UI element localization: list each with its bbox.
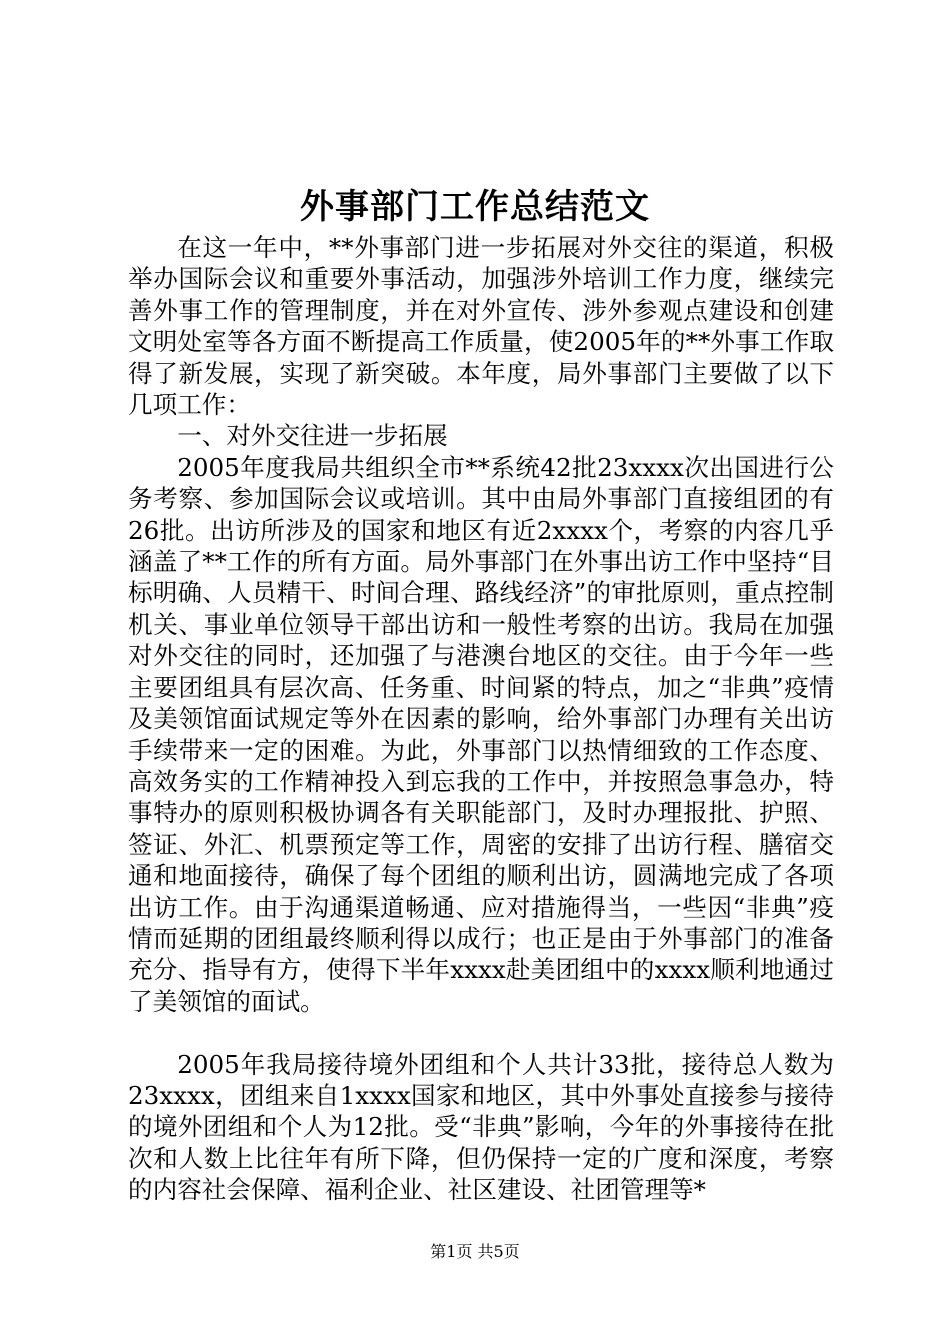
- paragraph-inbound-reception: 2005年我局接待境外团组和个人共计33批，接待总人数为23xxxx，团组来自1xxxx国家和地区，其中外事处直接参与接待的境外团组和个人为12批。受“非典”影响，今年的外事接待在批次和人数上比往年有所下降，但仍保持一定的广度和深度，考察的内容社会保障、福利企业、社区建设、社团管理等*: [128, 1049, 834, 1205]
- paragraph-outbound-visits: 2005年度我局共组织全市**系统42批23xxxx次出国进行公务考察、参加国际会议或培训。其中由局外事部门直接组团的有26批。出访所涉及的国家和地区有近2xxxx个，考察的内容几乎涵盖了**工作的所有方面。局外事部门在外事出访工作中坚持“目标明确、人员精干、时间合理、路线经济”的审批原则，重点控制机关、事业单位领导干部出访和一般性考察的出访。我局在加强对外交往的同时，还加强了与港澳台地区的交往。由于今年一些主要团组具有层次高、任务重、时间紧的特点，加之“非典”疫情及美领馆面试规定等外在因素的影响，给外事部门办理有关出访手续带来一定的困难。为此，外事部门以热情细致的工作态度、高效务实的工作精神投入到忘我的工作中，并按照急事急办，特事特办的原则积极协调各有关职能部门，及时办理报批、护照、签证、外汇、机票预定等工作，周密的安排了出访行程、膳宿交通和地面接待，确保了每个团组的顺利出访，圆满地完成了各项出访工作。由于沟通渠道畅通、应对措施得当，一些因“非典”疫情而延期的团组最终顺利得以成行；也正是由于外事部门的准备充分、指导有方，使得下半年xxxx赴美团组中的xxxx顺利地通过了美领馆的面试。: [128, 452, 834, 1016]
- document-body: [128, 232, 834, 1206]
- document-title: 外事部门工作总结范文: [300, 187, 650, 227]
- page-number-footer: 第1页 共5页: [430, 1242, 520, 1261]
- section-heading-1: 一、对外交往进一步拓展: [177, 421, 448, 451]
- paragraph-intro: 在这一年中，**外事部门进一步拓展对外交往的渠道，积极举办国际会议和重要外事活动，加强涉外培训工作力度，继续完善外事工作的管理制度，并在对外宣传、涉外参观点建设和创建文明处室等各方面不断提高工作质量，使2005年的**外事工作取得了新发展，实现了新突破。本年度，局外事部门主要做了以下几项工作：: [128, 233, 834, 420]
